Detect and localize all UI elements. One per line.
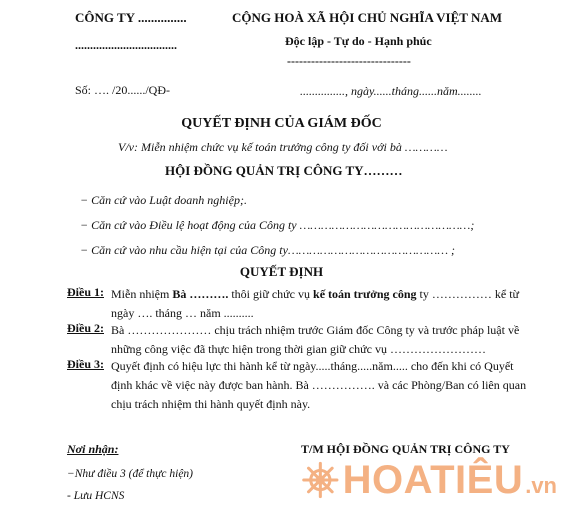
watermark-suffix: .vn [525,473,557,498]
company-name-line2: .................................. [75,38,177,52]
basis-item: − Căn cứ vào nhu cầu hiện tại của Công ty……………………………………… ; [80,243,455,257]
article-3-text: Quyết định có hiệu lực thi hành kể từ ngày.....tháng.....năm..... cho đến khi có Quyết định khác về việc này được ban hành. Bà ……………. và các Phòng/Ban có liên quan chịu trách nhiệm thi hành quyết định này. [111,359,527,411]
motto: Độc lập - Tự do - Hạnh phúc [285,34,432,48]
recipient-item: - Lưu HCNS [67,490,125,502]
recipients-title: Nơi nhận: [67,442,119,456]
article-label: Điều 3: [67,357,104,371]
watermark-text: HOATIÊU [342,458,524,502]
article-1-part: Miễn nhiệm [111,287,173,301]
motto-rule: ------------------------------- [287,54,411,68]
article-label: Điều 1: [67,285,104,299]
decision-subject: V/v: Miễn nhiệm chức vụ kế toán trưởng công ty đối với bà ………… [118,140,448,154]
hoatieu-watermark [302,457,557,503]
company-name: CÔNG TY ............... [75,10,187,25]
article-2-text: Bà ………………… chịu trách nhiệm trước Giám đốc Công ty và trước pháp luật về những công việc đã thực hiện trong thời gian giữ chức vụ …………………… [111,323,520,356]
ship-wheel-icon [302,459,339,501]
decision-heading: QUYẾT ĐỊNH [239,264,324,279]
recipient-item: −Như điều 3 (để thực hiện) [67,468,194,480]
article-1-part-bold: kế toán trưởng công [313,287,417,301]
signer-title: T/M HỘI ĐỒNG QUẢN TRỊ CÔNG TY [301,442,510,456]
article-label: Điều 2: [67,321,104,335]
article-1-text [111,285,531,323]
article-1-part: ty …………… kể từ ngày …. tháng … năm .......... [111,287,520,320]
basis-item: − Căn cứ vào Luật doanh nghiệp;. [80,193,247,207]
basis-item: − Căn cứ vào Điều lệ hoạt động của Công ty …………………………………………; [80,218,475,232]
nation-title: CỘNG HOÀ XÃ HỘI CHỦ NGHĨA VIỆT NAM [232,10,503,25]
article-1-part: thôi giữ chức vụ [228,287,314,301]
article-1-part-bold: Bà ………. [172,287,229,301]
document-number: Số: …. /20....../QĐ- [75,83,171,97]
decision-title: QUYẾT ĐỊNH CỦA GIÁM ĐỐC [181,116,382,131]
board-heading: HỘI ĐỒNG QUẢN TRỊ CÔNG TY……… [165,163,403,178]
document-date: ..............., ngày......tháng......năm........ [300,84,482,98]
